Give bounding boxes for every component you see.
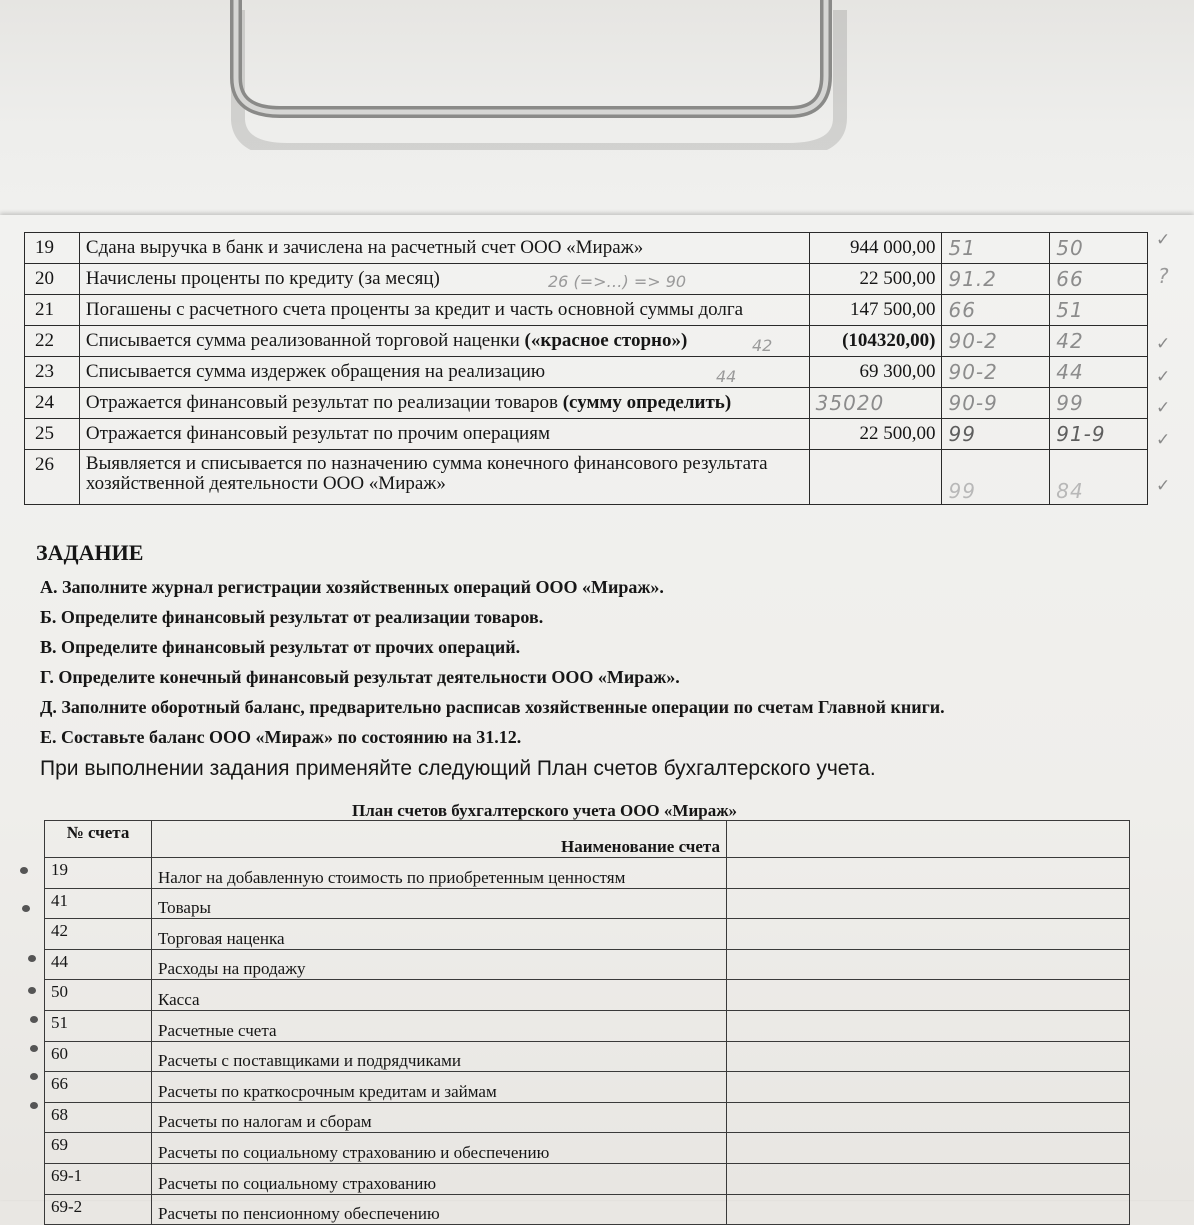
pencil-dot-mark [30,1045,38,1052]
table-row [45,919,1130,950]
task-title: ЗАДАНИЕ [36,540,144,565]
account-code: 42 [45,919,152,950]
op-description: Погашены с расчетного счета проценты за кредит и часть основной суммы долга [79,295,809,326]
handwritten-credit: 44 [1056,359,1084,384]
table-row [45,1010,1130,1041]
account-name: Налог на добавленную стоимость по приобретенным ценностям [152,858,727,889]
task-item: Д. Заполните оборотный баланс, предварительно расписав хозяйственные операции по счетам Главной книги. [40,697,945,717]
checkmark-icon: ✓ [1156,476,1171,496]
account-code: 69 [45,1133,152,1164]
op-amount: 147 500,00 [809,295,942,326]
account-code: 41 [45,888,152,919]
op-description-bold: («красное сторно») [519,330,688,351]
account-name: Расчеты по налогам и сборам [152,1102,727,1133]
pencil-dot-mark [20,867,28,874]
handwritten-credit: 91-9 [1056,421,1106,446]
handwritten-credit: 99 [1056,390,1084,415]
checkmark-icon: ✓ [1156,367,1171,387]
account-code: 69-1 [45,1163,152,1194]
account-name: Товары [152,888,727,919]
op-amount: 22 500,00 [809,264,942,295]
header-account-name: Наименование счета [152,821,727,858]
op-number: 23 [25,357,80,388]
handwritten-debit: 91.2 [948,266,998,291]
op-description: Отражается финансовый результат по прочим операциям [79,419,809,450]
account-code: 66 [45,1072,152,1103]
handwritten-debit: 51 [948,235,976,260]
op-description: Отражается финансовый результат по реализации товаров [85,392,558,413]
handwritten-credit: 51 [1056,297,1084,322]
table-row [45,888,1130,919]
pencil-dot-mark [30,1073,38,1080]
task-item: Б. Определите финансовый результат от реализации товаров. [40,607,544,627]
account-code: 51 [45,1010,152,1041]
table-row [45,1102,1130,1133]
handwritten-credit: 66 [1056,266,1084,291]
handwritten-debit: 66 [948,297,976,322]
chart-of-accounts-table [44,820,1130,1225]
op-amount: 22 500,00 [809,419,942,450]
pencil-dot-mark [30,1016,38,1023]
handwritten-debit: 90-9 [948,390,998,415]
table-row [45,1072,1130,1103]
pencil-dot-mark [28,987,36,994]
table-row [25,450,1148,505]
task-list [40,573,945,753]
handwritten-note: 42 [752,336,773,355]
account-code: 69-2 [45,1194,152,1225]
pencil-dot-mark [30,1102,38,1109]
pencil-dot-mark [22,905,30,912]
pencil-dot-mark [28,955,36,962]
account-name: Расчеты по социальному страхованию [152,1163,727,1194]
op-number: 24 [25,388,80,419]
op-description: Начислены проценты по кредиту (за месяц) [79,264,809,295]
task-item: Г. Определите конечный финансовый результат деятельности ООО «Мираж». [40,667,680,687]
handwritten-credit: 84 [1056,479,1084,503]
account-name: Расчетные счета [152,1010,727,1041]
op-number: 26 [25,450,80,505]
plan-title: План счетов бухгалтерского учета ООО «Мираж» [352,801,738,820]
handwritten-debit: 90-2 [948,359,998,384]
table-row [45,1163,1130,1194]
checkmark-icon: ✓ [1156,430,1171,450]
table-row [25,295,1148,326]
table-row [25,357,1148,388]
table-row [45,949,1130,980]
account-name: Касса [152,980,727,1011]
op-number: 19 [25,233,80,264]
handwritten-credit: 50 [1056,235,1084,260]
op-number: 22 [25,326,80,357]
question-mark-note: ? [1158,264,1169,288]
table-row [45,1194,1130,1225]
account-name: Расчеты по краткосрочным кредитам и займам [152,1072,727,1103]
account-name: Расчеты по пенсионному обеспечению [152,1194,727,1225]
op-description-bold: (сумму определить) [557,392,732,413]
table-row [25,326,1148,357]
intro-text: При выполнении задания применяйте следующий План счетов бухгалтерского учета. [40,757,876,780]
account-name: Расчеты с поставщиками и подрядчиками [152,1041,727,1072]
task-item: В. Определите финансовый результат от прочих операций. [40,637,521,657]
account-name: Расходы на продажу [152,949,727,980]
task-item: А. Заполните журнал регистрации хозяйственных операций ООО «Мираж». [40,577,664,597]
table-header-row [45,821,1130,858]
op-amount: 69 300,00 [809,357,942,388]
op-number: 25 [25,419,80,450]
table-row [45,980,1130,1011]
op-description: Списывается сумма издержек обращения на реализацию [79,357,809,388]
op-amount [809,450,942,505]
op-number: 21 [25,295,80,326]
handwritten-debit: 99 [948,479,976,503]
op-description: Сдана выручка в банк и зачислена на расчетный счет ООО «Мираж» [79,233,809,264]
account-name: Расчеты по социальному страхованию и обеспечению [152,1133,727,1164]
handwritten-note: 26 (=>…) => 90 [548,272,687,291]
table-row [25,388,1148,419]
checkmark-icon: ✓ [1156,334,1171,354]
account-code: 44 [45,949,152,980]
op-amount: (104320,00) [809,326,942,357]
op-description: Выявляется и списывается по назначению сумма конечного финансового результата хозяйственной деятельности ООО «Мираж» [79,450,809,505]
account-code: 60 [45,1041,152,1072]
checkmark-icon: ✓ [1156,230,1171,250]
table-row [45,858,1130,889]
table-row [45,1041,1130,1072]
table-row [25,233,1148,264]
account-code: 68 [45,1102,152,1133]
header-account-number: № счета [45,821,152,858]
handwritten-credit: 42 [1056,328,1084,353]
op-description: Списывается сумма реализованной торговой наценки [85,330,520,351]
op-amount: 944 000,00 [809,233,942,264]
handwritten-amount: 35020 [815,390,885,415]
clipboard-clip [230,0,840,130]
account-name: Торговая наценка [152,919,727,950]
account-code: 19 [45,858,152,889]
op-number: 20 [25,264,80,295]
table-row [45,1133,1130,1164]
handwritten-debit: 90-2 [948,328,998,353]
handwritten-note: 44 [716,367,737,386]
task-item: Е. Составьте баланс ООО «Мираж» по состоянию на 31.12. [40,727,522,747]
checkmark-icon: ✓ [1156,398,1171,418]
table-row [25,419,1148,450]
account-code: 50 [45,980,152,1011]
handwritten-debit: 99 [948,421,976,446]
